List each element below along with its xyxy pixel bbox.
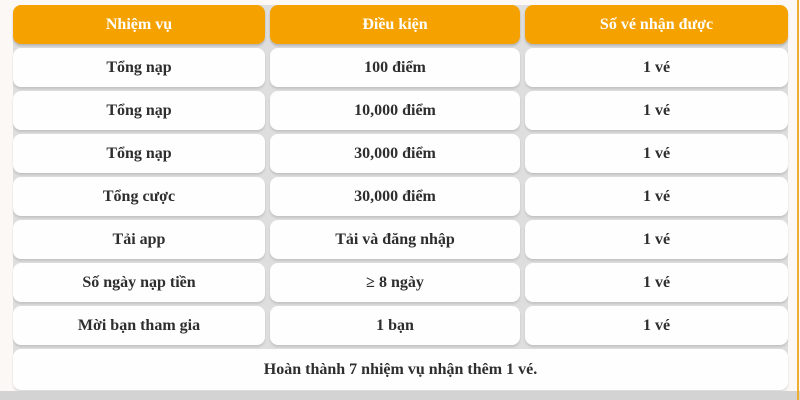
task-cell: Tải app (13, 220, 265, 259)
reward-cell: 1 vé (525, 177, 788, 216)
condition-cell: 100 điểm (270, 48, 520, 87)
condition-cell: 1 bạn (270, 306, 520, 345)
right-accent-border (797, 0, 799, 400)
reward-cell: 1 vé (525, 91, 788, 130)
reward-cell: 1 vé (525, 48, 788, 87)
condition-cell: ≥ 8 ngày (270, 263, 520, 302)
task-rewards-table (13, 5, 788, 390)
task-cell: Tổng nạp (13, 134, 265, 173)
table-footer-note: Hoàn thành 7 nhiệm vụ nhận thêm 1 vé. (13, 349, 788, 390)
reward-cell: 1 vé (525, 306, 788, 345)
task-cell: Số ngày nạp tiền (13, 263, 265, 302)
task-cell: Tổng nạp (13, 48, 265, 87)
task-cell: Tổng nạp (13, 91, 265, 130)
condition-cell: 10,000 điểm (270, 91, 520, 130)
header-reward-column: Số vé nhận được (525, 5, 788, 44)
condition-cell: Tải và đăng nhập (270, 220, 520, 259)
header-task-column: Nhiệm vụ (13, 5, 265, 44)
reward-cell: 1 vé (525, 134, 788, 173)
condition-cell: 30,000 điểm (270, 134, 520, 173)
task-cell: Tổng cược (13, 177, 265, 216)
reward-cell: 1 vé (525, 220, 788, 259)
reward-cell: 1 vé (525, 263, 788, 302)
task-cell: Mời bạn tham gia (13, 306, 265, 345)
header-condition-column: Điều kiện (270, 5, 520, 44)
bottom-divider (0, 391, 800, 400)
condition-cell: 30,000 điểm (270, 177, 520, 216)
